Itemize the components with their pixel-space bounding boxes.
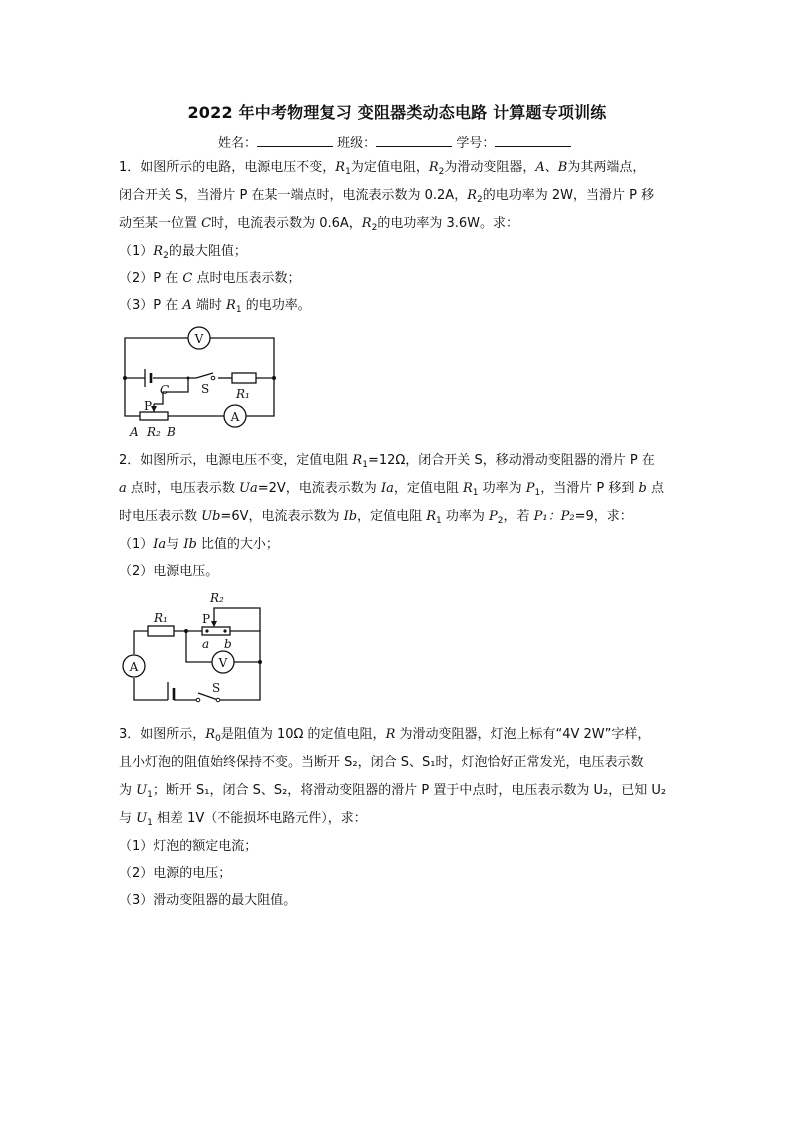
circuit-diagram-2: [118, 586, 268, 706]
circuit-diagram-1: [118, 326, 288, 440]
slider-label: P: [144, 399, 153, 413]
switch-label: S: [201, 382, 210, 396]
ammeter-label: A: [230, 410, 240, 424]
q1-line-1: 1．如图所示的电路，电源电压不变，$R_1$为定值电阻，$R_2$为滑动变阻器，A、B为其两端点，: [119, 160, 646, 177]
q2-subquestion-1: （1）Ia与 Ib 比值的大小；: [119, 537, 279, 552]
resistor-r1-symbol: [232, 373, 256, 383]
name-blank[interactable]: [257, 134, 333, 147]
resistor-r1-symbol: [148, 626, 174, 636]
point-c-label: C: [160, 383, 170, 397]
q1-subquestion-1: $(1)R_2$的最大阻值；: [119, 244, 247, 261]
r1-label: R₁: [236, 387, 250, 401]
q3-subquestion-1: （1）灯泡的额定电流；: [119, 839, 258, 854]
q1-line-2: 闭合开关 S，当滑片 P 在某一端点时，电流表示数为 0.2A，$R_2$的电功率为 2W，当滑片 P 移: [119, 188, 655, 205]
q1-subquestion-3: （3）P 在 A 端时 $R_1$ 的电功率。: [119, 298, 311, 315]
q2-line-3: 时电压表示数 Ub=6V，电流表示数为 Ib，定值电阻 $R_1$ 功率为 $P_2$，若 P₁：P₂=9，求：: [119, 509, 633, 526]
q3-line-1: 3．如图所示，$R_0$是阻值为 10Ω 的定值电阻，R 为滑动变阻器，灯泡上标有“4V 2W”字样，: [119, 727, 651, 744]
r1-label: R₁: [154, 611, 168, 625]
end-a-label: A: [130, 425, 139, 439]
q1-line-3: 动至某一位置 C时，电流表示数为 0.6A，$R_2$的电功率为 3.6W。求：: [119, 216, 519, 233]
q2-line-1: 2．如图所示，电源电压不变，定值电阻 $R_1=12\Omega$，闭合开关 S，移动滑动变阻器的滑片 P 在: [119, 453, 655, 470]
q3-line-3: 为 $U_1$；断开 S₁，闭合 S、S₂，将滑动变阻器的滑片 P 置于中点时，电压表示数为 U₂，已知 U₂: [119, 783, 667, 800]
ammeter-label: A: [129, 660, 139, 674]
q3-subquestion-3: （3）滑动变阻器的最大阻值。: [119, 893, 297, 908]
name-label: 姓名：: [218, 136, 258, 151]
rheostat-r2-symbol: [140, 412, 168, 420]
page-title: 2022 年中考物理复习 变阻器类动态电路 计算题专项训练: [187, 103, 607, 122]
voltmeter-label: V: [218, 656, 228, 670]
end-b-label: b: [224, 637, 232, 651]
id-blank[interactable]: [495, 134, 571, 147]
class-label: 班级：: [337, 136, 377, 151]
q1-subquestion-2: （2）P 在 C 点时电压表示数；: [119, 271, 301, 286]
class-blank[interactable]: [376, 134, 452, 147]
student-info-row: [218, 132, 571, 151]
r2-label: R₂: [210, 591, 224, 605]
slider-label: P: [202, 612, 211, 626]
r2-label: R₂: [147, 425, 161, 439]
switch-label: S: [212, 681, 221, 695]
q3-subquestion-2: （2）电源的电压；: [119, 866, 232, 881]
q2-subquestion-2: （2）电源电压。: [119, 564, 219, 579]
end-b-label: B: [167, 425, 176, 439]
end-a-label: a: [202, 637, 210, 651]
q3-line-4: 与 $U_1$ 相差 1V（不能损坏电路元件），求：: [119, 811, 367, 828]
q2-line-2: a 点时，电压表示数 Ua=2V，电流表示数为 Ia，定值电阻 $R_1$ 功率为 $P_1$，当滑片 P 移到 b 点: [119, 481, 664, 498]
q3-line-2: 且小灯泡的阻值始终保持不变。当断开 S₂，闭合 S、S₁时，灯泡恰好正常发光，电压表示数: [119, 755, 644, 770]
id-label: 学号：: [456, 136, 496, 151]
voltmeter-label: V: [194, 332, 204, 346]
